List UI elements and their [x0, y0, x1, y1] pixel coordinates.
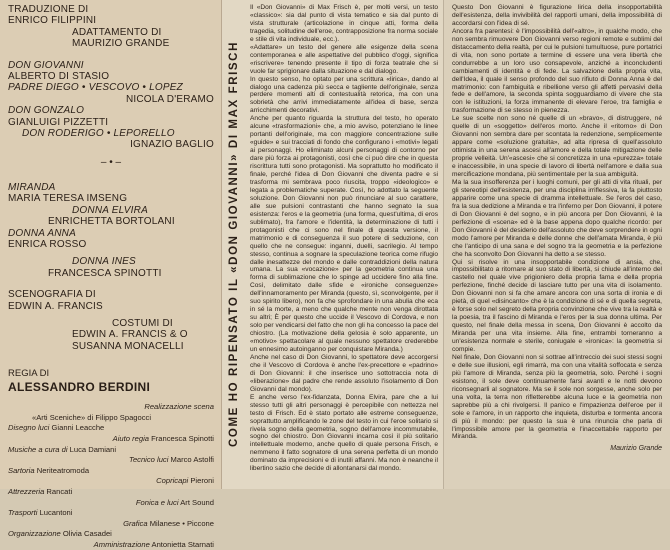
staff-item: Trasporti Lucantoni: [8, 508, 73, 518]
staff-item: Aiuto regia Francesca Spinotti: [112, 433, 214, 443]
translation-name: ENRICO FILIPPINI: [8, 15, 97, 27]
staff-item: Copricapi Pieroni: [156, 476, 214, 486]
staff-item: Grafica Milanese • Piccone: [123, 518, 214, 528]
essay-paragraph: Anche per quanto riguarda la struttura del testo, ho operato alcune «trasformazioni» che, a mio avviso, potenziano le linee portanti dell'originale, ma con maggiore concentrazione sulle «guide» e sui tracciati di fondo che configurano i «motivi» legati ai personaggi. Ho eliminato alcuni personaggi di contorno per dare più forza ai protagonisti, così che ci può dire che in questa riscrittura tutti sono protagonisti. Ma soprattutto ho modificato il finale, perché l'idea di Don Giovanni che diventa padre e si trasforma mi sembrava poco riuscita, troppo «ideologico» e legata a problematiche superate. Così, ho adottato la seguente soluzione. Don Giovanni non può rinunciare al suo carattere, alle sue pulsioni contrastanti che hanno segnato la sua esistenza: l'eros e la geometria (una forma, quest'ultima, di eros sublimato), fra l'amore e l'identità, la determinazione di tutti i protagonisti che ci sono nel finale di questa versione, il matrimonio e di conseguenza il suo potere di seduzione, con quello che ne consegue: inganni, duelli, sacrilegio. Al tempo stesso, continua a sognare la speculazione teorica come rifugio dalle inesattezze del mondo e dalle contraddizioni della natura umana. La sua «vocazione» per la geometria continua una forma di sublimazione che lo spinge ad uccidere fino alla fine. Così, delimitato dalle sfide e «ironiche conseguenze» dell'innamoramento per Miranda (questo, sì, sconvolgente, per il suo spirito libero), non fa che sprofondare in una abulia che eca in sé la morte, a meno che qualche mente non venga dirottata su altri; È per questo che uccide il Vescovo di Cordova, e non solo per vendicarsi del fatto che non gli ha concesso la pace del chiostro. (La motivazione della gelosia è solo apparente, un «motivo» spettacolare al quale nessuno spettatore crederebbe un ennesimo autoinganno per conquistare Miranda.): [250, 115, 438, 353]
role-donna-elvira: DONNA ELVIRA: [72, 204, 148, 216]
essay-paragraph: Anche nel caso di Don Giovanni, lo spettatore deve accorgersi che il Vescovo di Cordova è anche l'ex-precettore e «padrino» di Don Giovanni: il che inserisce uno sottotraccia nota di «liberazione» dal padre che rende assoluto l'isolamento di Don Giovanni dal mondo).: [250, 353, 438, 393]
vertical-title: COME HO RIPENSATO IL «DON GIOVANNI» DI MAX FRISCH: [228, 41, 240, 447]
role-donna-anna: DONNA ANNA: [8, 227, 76, 239]
costumes-label: COSTUMI DI: [112, 317, 173, 329]
essay-paragraph: Ancora fra parentesi: è l'impossibilità dell'«altro», in qualche modo, che non sembra rimuovere Don Giovanni verso regioni remote e sublimi del distaccamento della realtà, per cui le pulsioni tumultuose, pure portatrici di vita, non sono portate a termine di essere una vera libertà che condurrebbe a un loro uso consapevole, anziché a inconcludenti cambiamenti di identità e di fede. La salvazione della propria vita, dell'Idea, il quale il senso profondo del suo rifiuto di Donna Anna è del matrimonio: con l'ambiguità e ribellione verso gli affetti pervasivi della fede e dell'amore, la seconda spinta sogguardiamo di vivere che sta con le istituzioni, la forza immanente di elevare l'eroe, tra famiglia e trasformazione di se stesso in pienezza.: [452, 27, 662, 115]
essay-paragraph: «Adattare» un testo del genere alle esigenze della scena contemporanea e alle aspettative del pubblico d'oggi, significa «riscrivere» tenendo presente il tipo di forza teatrale che si vuole far sprigionare dalla situazione e dal dialogo.: [250, 43, 438, 75]
essay-paragraph: E anche verso l'ex-fidanzata, Donna Elvira, pare che a lui stesso tutti gli altri personaggi è percepibile con nettezza nel testo di Frisch. Ed è stato portato alle estreme conseguenze, soprattutto amplificando le zone del testo in cui l'eroe solitario si rivela sogno della geometria, sogno dell'amore incommutabile, sogno del chiostro. Don Giovanni incarna così il più solitario intellettuale moderno, anche quello di quale persona Frisch, e nemmeno il fatto sognatore di una serena perfetta di un mondo dominato da imprecisioni e di inutili affanni. Ma non è neanche il libertino sazio che decide di allontanarsi dal mondo.: [250, 393, 438, 473]
essay-column-1: [250, 4, 438, 473]
actor-di-stasio: ALBERTO DI STASIO: [8, 71, 110, 83]
role-don-roderigo: DON RODERIGO • LEPORELLO: [22, 128, 175, 140]
adaptation-name: MAURIZIO GRANDE: [72, 38, 170, 50]
costumes-name-1: EDWIN A. FRANCIS & O: [72, 329, 188, 341]
role-padre-diego: PADRE DIEGO • VESCOVO • LOPEZ: [8, 82, 183, 94]
actor-imseng: MARIA TERESA IMSENG: [8, 193, 128, 205]
role-don-giovanni: DON GIOVANNI: [8, 59, 84, 71]
actor-pizzetti: GIANLUIGI PIZZETTI: [8, 116, 109, 128]
staff-list: [8, 402, 214, 550]
direction-label: REGIA DI: [8, 368, 50, 380]
essay-paragraph: Ma la sua insofferenza per i luoghi comuni, per gli atti di vita rituali, per gli stereotipi dell'esistenza, per una disciplina irriflessiva, la fa piuttosto apparire come una specie di dramma intellettuale. Se l'eros del caso, fra la sua dedizione a Miranda e tra l'inferno per Don Giovanni, il potere di Don Giovanni è del sogno, e in più ancora per Don Giovanni, è la perfezione di «scena» ed è la base appena dopo qualche ricordo: per Don Giovanni è del desiderio dell'assoluto che deve sorprendere in ogni modo l'amore per Miranda e delle donne che dell'amata Miranda, è più che l'anticipo di una sana e del sogno tra la geometria e la perfezione che ha sconvolto Don Giovanni ha detto a se stesso.: [452, 178, 662, 258]
staff-item: Disegno luci Gianni Leacche: [8, 423, 105, 433]
staff-item: Realizzazione scena: [144, 402, 214, 412]
essay-paragraph: Questo Don Giovanni è figurazione lirica della insopportabilità dell'esistenza, della invivibilità del rapporti umani, della impossibilità di accordarsi con l'idea di sé.: [452, 4, 662, 27]
essay-paragraph: In questo senso, ho optato per una scrittura «lirica», dando al dialogo una cadenza più secca e tagliente dell'originale, senza perdere momenti alti di contestualità retorica, ma con una sobrietà che arrivi immediatamente all'idea di base, senza arricchimenti decorativi.: [250, 75, 438, 115]
staff-item: Organizzazione Olivia Casadei: [8, 529, 112, 539]
author-signature: Maurizio Grande: [610, 445, 662, 453]
role-donna-ines: DONNA INES: [72, 256, 136, 268]
role-miranda: MIRANDA: [8, 181, 56, 193]
staff-item: Sartoria Neriteatromoda: [8, 465, 90, 475]
actor-bortolani: ENRICHETTA BORTOLANI: [48, 216, 175, 228]
essay-paragraph: Qui si risolve in una insopportabile condizione di ansia, che, impossibilitato a ritornare al suo stato di libertà, si chiude all'interno del castello nel quale vive prigioniero della propria fama e della propria perfezione, finché decide di lasciare tutto per una vita di isolamento. Don Giovanni non si fa che amare ancora con una sorta di ironia e di pietà, di quel «disincanto» che è la condizione di sé e di quella segreta, è forse solo nel segreto della propria convinzione che vive tra la realtà e la poesia, tra il fascino di Miranda e l'eros per la sua donna ultima. Per questo, nel finale della messa in scena, Don Giovanni è accolto da Miranda per una vita insieme. Alla fine, entrambi torneranno a un'esistenza normale e sterile, coniugale e «ironica»: la geometria si compie.: [452, 258, 662, 353]
staff-item: Attrezzeria Rancati: [8, 486, 73, 496]
credits-panel: [0, 0, 222, 549]
separator: – • –: [100, 156, 122, 168]
staff-item: Tecnico luci Marco Astolfi: [129, 455, 214, 465]
essay-paragraph: Le sue scelte non sono né quelle di un «bravo», di distruggere, né quelle di un «soggetto» dell'eros morto. Anche il «ritorno» di Don Giovanni non sembra dare per scontata la redenzione, semplicemente appare come «soluzione gratuita», ad alta ripresa di quell'assoluto ottimista in una serena ascesi all'amore e della totale mitigazione delle proprie velleità. Un'«ascesi» che si concretizza in una «purezza» totale e inaccessibile, in una specie di lavoro di libertà nell'amore e dalla sua mercificazione mondana, più sentimentale per la sua ambiguità.: [452, 115, 662, 179]
staff-item: Musiche a cura di Luca Damiani: [8, 444, 117, 454]
direction-name: ALESSANDRO BERDINI: [8, 380, 151, 395]
translation-label: TRADUZIONE DI: [8, 4, 89, 15]
essay-panel-1: [222, 0, 444, 489]
set-design-name: EDWIN A. FRANCIS: [8, 300, 103, 312]
essay-panel-2: [444, 0, 670, 489]
actor-rosso: ENRICA ROSSO: [8, 238, 87, 250]
set-design-label: SCENOGRAFIA DI: [8, 289, 96, 301]
staff-item: «Arti Sceniche» di Filippo Spagocci: [32, 412, 152, 422]
adaptation-label: ADATTAMENTO DI: [72, 26, 162, 38]
essay-paragraph: Il «Don Giovanni» di Max Frisch è, per molti versi, un testo «classico»: sia dal punto di vista tematico e sia dal punto di vista strutturale (articolazione in cinque atti, forma della tragedia, solitudine dell'eroe, contrapposizione fra norma sociale e stile di vita individuale, ecc.).: [250, 4, 438, 43]
role-don-gonzalo: DON GONZALO: [8, 105, 85, 117]
actor-deramo: NICOLA D'ERAMO: [125, 93, 214, 105]
actor-spinotti: FRANCESCA SPINOTTI: [48, 267, 162, 279]
essay-column-2: [452, 4, 662, 452]
costumes-name-2: SUSANNA MONACELLI: [72, 340, 184, 352]
essay-paragraph: Nel finale, Don Giovanni non si sottrae all'intreccio dei suoi stessi sogni e delle sue illusioni, egli rimarrà, ma con una vitalità soffocata e senza più l'amore di Miranda, senza più la geometria, solo. Perché i sogni esistono, il sole deve continuamente farsi avanti e le notti devono riconsegnarli al sognatore. Ma se il sole non sorgesse, anche solo per una volta, la terra non rifletterebbe alcuna luce e la geometria non saprebbe più a chi rivolgersi. Il panico e l'impazienza dell'eroe per il sole e l'amore, in un rapporto che inquieta, disturba e tormenta ancora di più il mondo: per questo la sua è una rinuncia che parla di l'impossibile amore per la geometria e l'inaccettabile rapporto per Miranda.: [452, 353, 662, 441]
actor-baglio: IGNAZIO BAGLIO: [130, 139, 214, 151]
staff-item: Fonica e luci Art Sound: [135, 497, 214, 507]
vertical-title-strip: [222, 0, 246, 489]
staff-item: Amministrazione Antonietta Starnati: [93, 539, 214, 549]
